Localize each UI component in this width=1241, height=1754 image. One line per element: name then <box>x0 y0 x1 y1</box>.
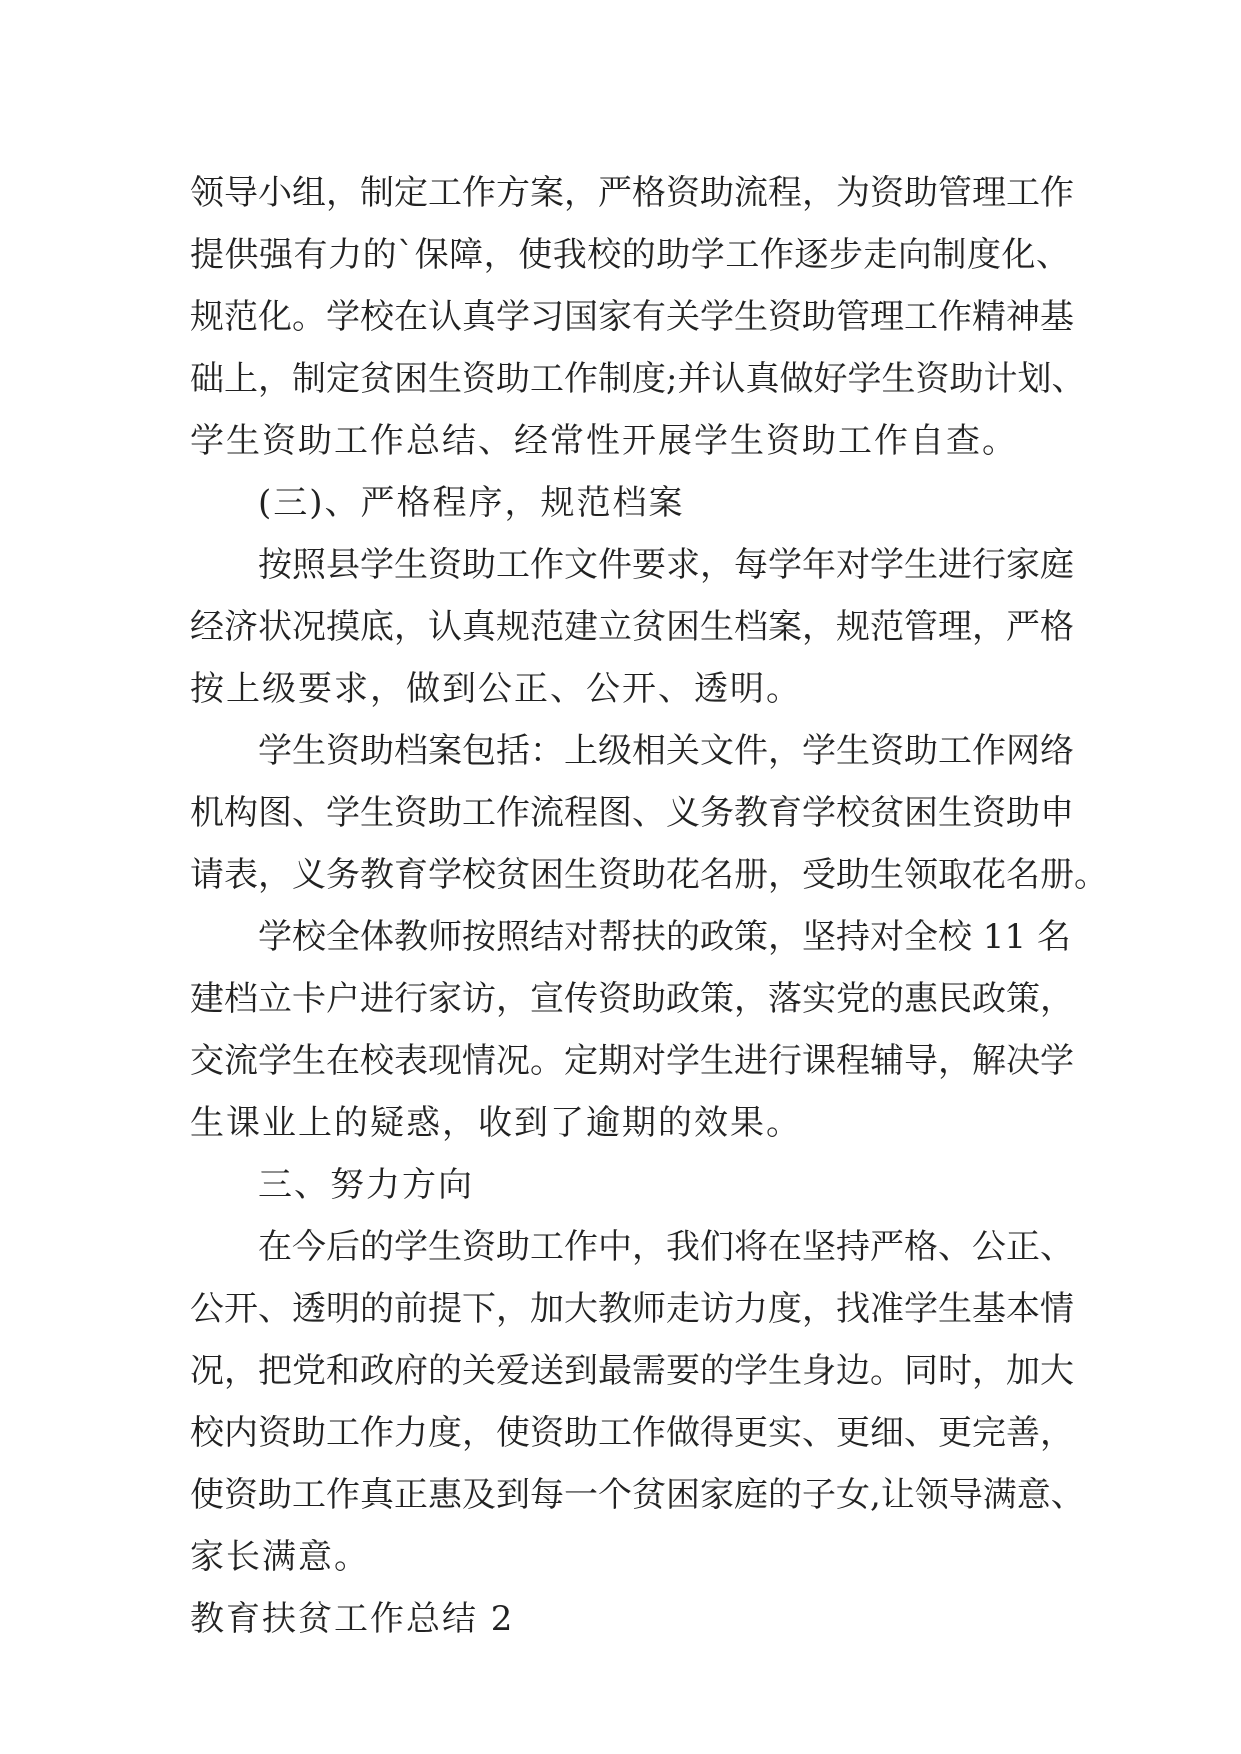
text-line: 规范化。学校在认真学习国家有关学生资助管理工作精神基 <box>190 297 1074 337</box>
text-line: 学校全体教师按照结对帮扶的政策，坚持对全校 11 名 <box>258 917 1071 957</box>
section-heading: 三、努力方向 <box>258 1165 474 1205</box>
text-line: 况，把党和政府的关爱送到最需要的学生身边。同时，加大 <box>190 1351 1074 1391</box>
section-heading: (三)、严格程序，规范档案 <box>258 483 685 523</box>
text-line: 建档立卡户进行家访，宣传资助政策，落实党的惠民政策， <box>190 979 1074 1019</box>
text-line: 经济状况摸底，认真规范建立贫困生档案，规范管理，严格 <box>190 607 1074 647</box>
text-line: 使资助工作真正惠及到每一个贫困家庭的子女,让领导满意、 <box>190 1475 1085 1515</box>
text-line: 按上级要求，做到公正、公开、透明。 <box>190 669 802 709</box>
text-line: 按照县学生资助工作文件要求，每学年对学生进行家庭 <box>258 545 1074 585</box>
text-line: 学生资助工作总结、经常性开展学生资助工作自查。 <box>190 421 1018 461</box>
text-line: 础上，制定贫困生资助工作制度;并认真做好学生资助计划、 <box>190 359 1086 399</box>
text-line: 在今后的学生资助工作中，我们将在坚持严格、公正、 <box>258 1227 1074 1267</box>
text-line: 校内资助工作力度，使资助工作做得更实、更细、更完善， <box>190 1413 1074 1453</box>
text-line: 家长满意。 <box>190 1537 370 1577</box>
text-line: 领导小组，制定工作方案，严格资助流程，为资助管理工作 <box>190 173 1074 213</box>
text-line: 请表，义务教育学校贫困生资助花名册，受助生领取花名册。 <box>190 855 1108 895</box>
text-line: 生课业上的疑惑，收到了逾期的效果。 <box>190 1103 802 1143</box>
document-title: 教育扶贫工作总结 2 <box>190 1599 515 1639</box>
text-line: 公开、透明的前提下，加大教师走访力度，找准学生基本情 <box>190 1289 1074 1329</box>
text-line: 学生资助档案包括：上级相关文件，学生资助工作网络 <box>258 731 1074 771</box>
text-line: 交流学生在校表现情况。定期对学生进行课程辅导，解决学 <box>190 1041 1074 1081</box>
text-line: 提供强有力的`保障，使我校的助学工作逐步走向制度化、 <box>190 235 1070 275</box>
text-line: 机构图、学生资助工作流程图、义务教育学校贫困生资助申 <box>190 793 1074 833</box>
document-body <box>190 162 1108 1650</box>
